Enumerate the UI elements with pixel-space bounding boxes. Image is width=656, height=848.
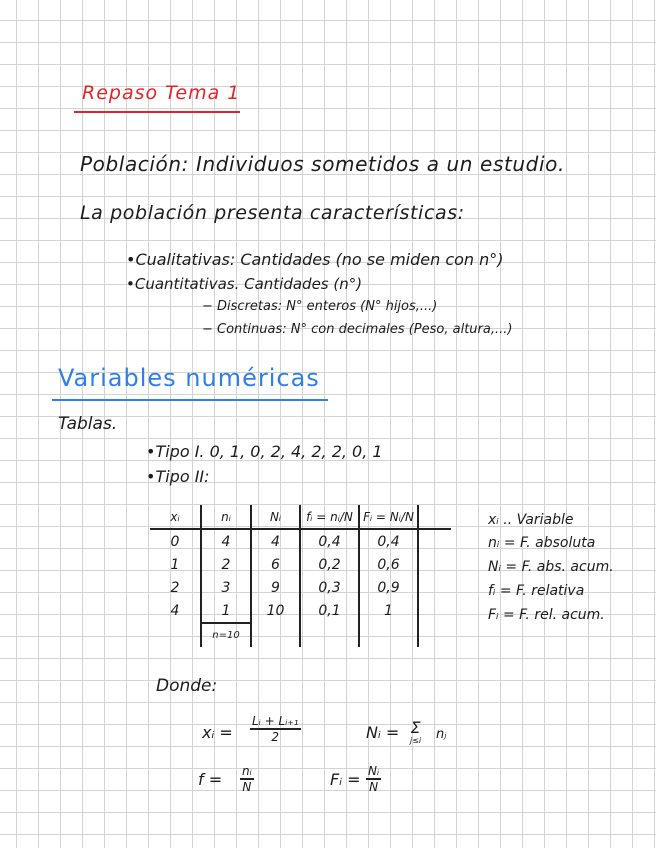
poblacion-definition: Población: Individuos sometidos a un estudio.: [80, 152, 565, 176]
table-cell: 9: [251, 576, 300, 599]
table-cell: 0,4: [359, 529, 418, 553]
table-cell: 4: [251, 529, 300, 553]
sub-bullet-continuas: − Continuas: N° con decimales (Peso, altura,...): [202, 322, 513, 337]
table-row: [150, 576, 451, 599]
header-xi: xᵢ: [150, 505, 201, 529]
frequency-table: [150, 505, 451, 647]
table-cell: 1: [201, 599, 251, 623]
table-row: [150, 529, 451, 553]
table-cell: [150, 623, 201, 647]
table-cell: 1: [170, 556, 180, 573]
table-total: n=10: [201, 623, 251, 647]
header-Ni: Nᵢ: [251, 505, 300, 529]
tipo-1-line: •Tipo I. 0, 1, 0, 2, 4, 2, 2, 0, 1: [146, 442, 383, 461]
table-cell: 0,3: [300, 576, 359, 599]
legend-item: xᵢ .. Variable: [488, 512, 574, 528]
header-ni: nᵢ: [201, 505, 251, 529]
formula-Ni-sum: [410, 720, 421, 746]
donde-label: Donde:: [156, 676, 218, 696]
formula-F-fraction: [366, 764, 381, 794]
formula-xi-numerator: Lᵢ + Lᵢ₊₁: [252, 714, 299, 728]
formula-f-lhs: f =: [198, 770, 223, 789]
formula-Ni-lhs: Nᵢ =: [366, 723, 400, 742]
table-cell: 0,2: [300, 553, 359, 576]
formula-F-denominator: N: [369, 780, 379, 794]
caracteristicas-line: La población presenta características:: [80, 202, 465, 224]
table-row: [150, 553, 451, 576]
legend-item: nᵢ = F. absoluta: [488, 535, 596, 551]
header-fi: fᵢ = nᵢ/N: [300, 505, 359, 529]
table-cell: 10: [251, 599, 300, 623]
header-Fi: Fᵢ = Nᵢ/N: [359, 505, 418, 529]
page-title: Repaso Tema 1: [82, 82, 241, 104]
table-cell: [418, 529, 451, 553]
section-underline: [52, 399, 328, 401]
bullet-cuantitativas: •Cuantitativas. Cantidades (n°): [126, 275, 363, 293]
table-cell: 0,6: [359, 553, 418, 576]
bullet-cualitativas: •Cualitativas: Cantidades (no se miden con n°): [126, 250, 504, 269]
formula-f-fraction: [240, 764, 254, 794]
formula-Ni-term: nⱼ: [436, 727, 447, 742]
legend-item: Fᵢ = F. rel. acum.: [488, 607, 605, 623]
sub-bullet-discretas: − Discretas: N° enteros (N° hijos,...): [202, 299, 438, 314]
formula-xi-lhs: xᵢ =: [202, 723, 233, 742]
table-cell: [418, 623, 451, 647]
table-cell: 2: [201, 553, 251, 576]
table-cell: 1: [359, 599, 418, 623]
formula-f-denominator: N: [242, 780, 252, 794]
formula-f-numerator: nᵢ: [242, 764, 252, 778]
table-total-row: [150, 623, 451, 647]
header-extra: [418, 505, 451, 529]
table-row: [150, 599, 451, 623]
formula-xi-denominator: 2: [271, 730, 280, 744]
legend-item: fᵢ = F. relativa: [488, 583, 585, 599]
formula-F-numerator: Nᵢ: [368, 764, 380, 778]
table-cell: 2: [170, 579, 180, 596]
table-cell: 0: [170, 533, 180, 550]
tablas-label: Tablas.: [58, 414, 118, 434]
table-cell: [251, 623, 300, 647]
table-cell: 0,9: [359, 576, 418, 599]
formula-xi-fraction: [250, 714, 301, 744]
table-cell: [418, 553, 451, 576]
table-cell: 0,1: [300, 599, 359, 623]
title-underline: [74, 111, 240, 113]
table-cell: 4: [201, 529, 251, 553]
table-cell: [418, 599, 451, 623]
table-cell: 4: [170, 603, 180, 619]
legend-item: Nᵢ = F. abs. acum.: [488, 559, 614, 575]
formula-Ni-sum-index: j≤i: [410, 736, 422, 745]
table-header-row: [150, 505, 451, 529]
table-cell: [359, 623, 418, 647]
table-cell: 3: [201, 576, 251, 599]
table-cell: [300, 623, 359, 647]
section-heading: Variables numéricas: [58, 364, 320, 392]
table-cell: 6: [251, 553, 300, 576]
sigma-icon: Σ: [410, 718, 421, 737]
formula-F-lhs: Fᵢ =: [330, 770, 361, 789]
tipo-2-line: •Tipo II:: [146, 467, 210, 486]
table-cell: [418, 576, 451, 599]
table-cell: 0,4: [300, 529, 359, 553]
